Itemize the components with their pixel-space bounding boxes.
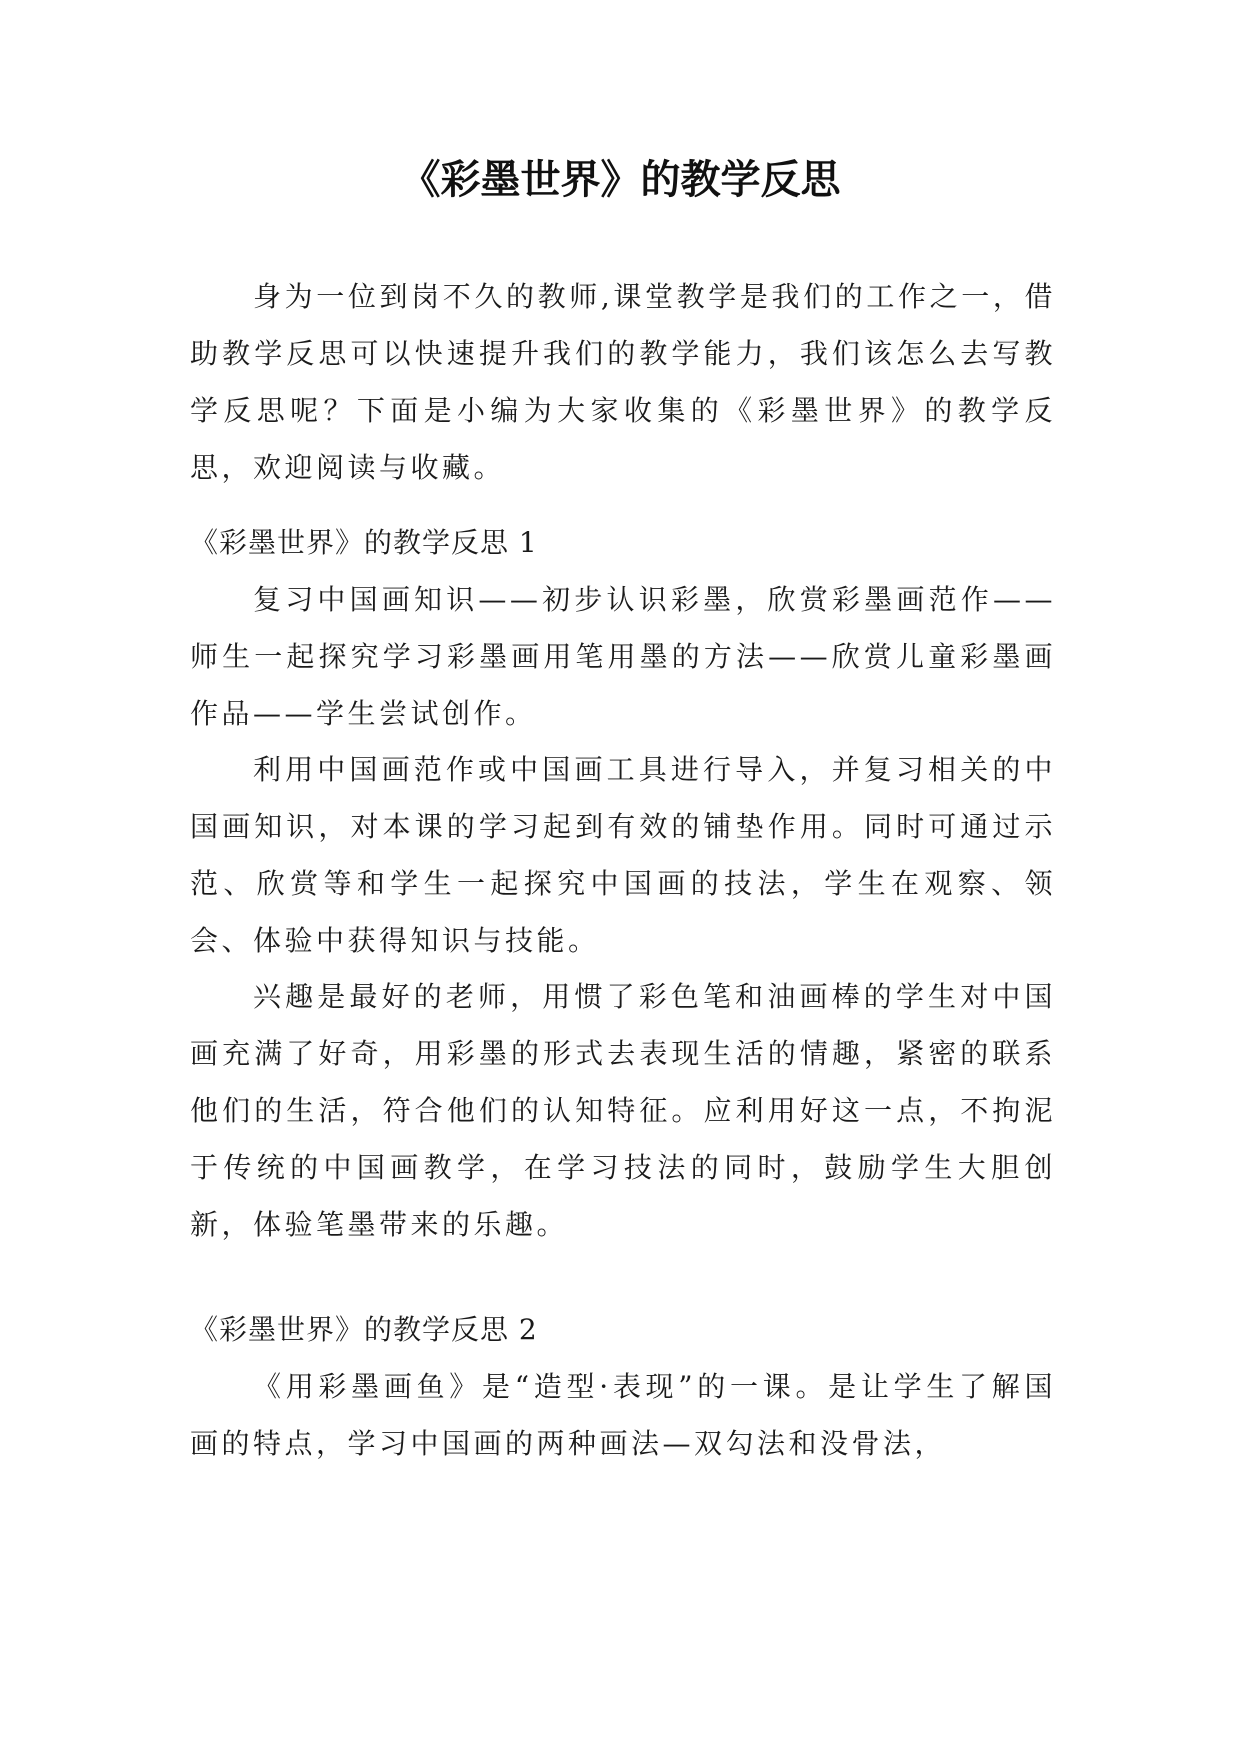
section-2-paragraph-1: 《用彩墨画鱼》是“造型·表现”的一课。是让学生了解国画的特点，学习中国画的两种画法—双勾法和没骨法， — [190, 1370, 1056, 1460]
section-1-heading: 《彩墨世界》的教学反思 1 — [190, 526, 538, 559]
document-title: 《彩墨世界》的教学反思 — [400, 157, 841, 203]
section-1-paragraph-1: 复习中国画知识——初步认识彩墨，欣赏彩墨画范作——师生一起探究学习彩墨画用笔用墨的方法——欣赏儿童彩墨画作品——学生尝试创作。 — [190, 583, 1056, 730]
intro-paragraph: 身为一位到岗不久的教师,课堂教学是我们的工作之一，借助教学反思可以快速提升我们的教学能力，我们该怎么去写教学反思呢？下面是小编为大家收集的《彩墨世界》的教学反思，欢迎阅读与收藏。 — [190, 280, 1056, 484]
section-1-paragraph-2: 利用中国画范作或中国画工具进行导入，并复习相关的中国画知识，对本课的学习起到有效的铺垫作用。同时可通过示范、欣赏等和学生一起探究中国画的技法，学生在观察、领会、体验中获得知识与技能。 — [190, 753, 1056, 957]
section-2-heading: 《彩墨世界》的教学反思 2 — [190, 1313, 538, 1346]
section-1-paragraph-3: 兴趣是最好的老师，用惯了彩色笔和油画棒的学生对中国画充满了好奇，用彩墨的形式去表现生活的情趣，紧密的联系他们的生活，符合他们的认知特征。应利用好这一点，不拘泥于传统的中国画教学，在学习技法的同时，鼓励学生大胆创新，体验笔墨带来的乐趣。 — [190, 980, 1056, 1241]
